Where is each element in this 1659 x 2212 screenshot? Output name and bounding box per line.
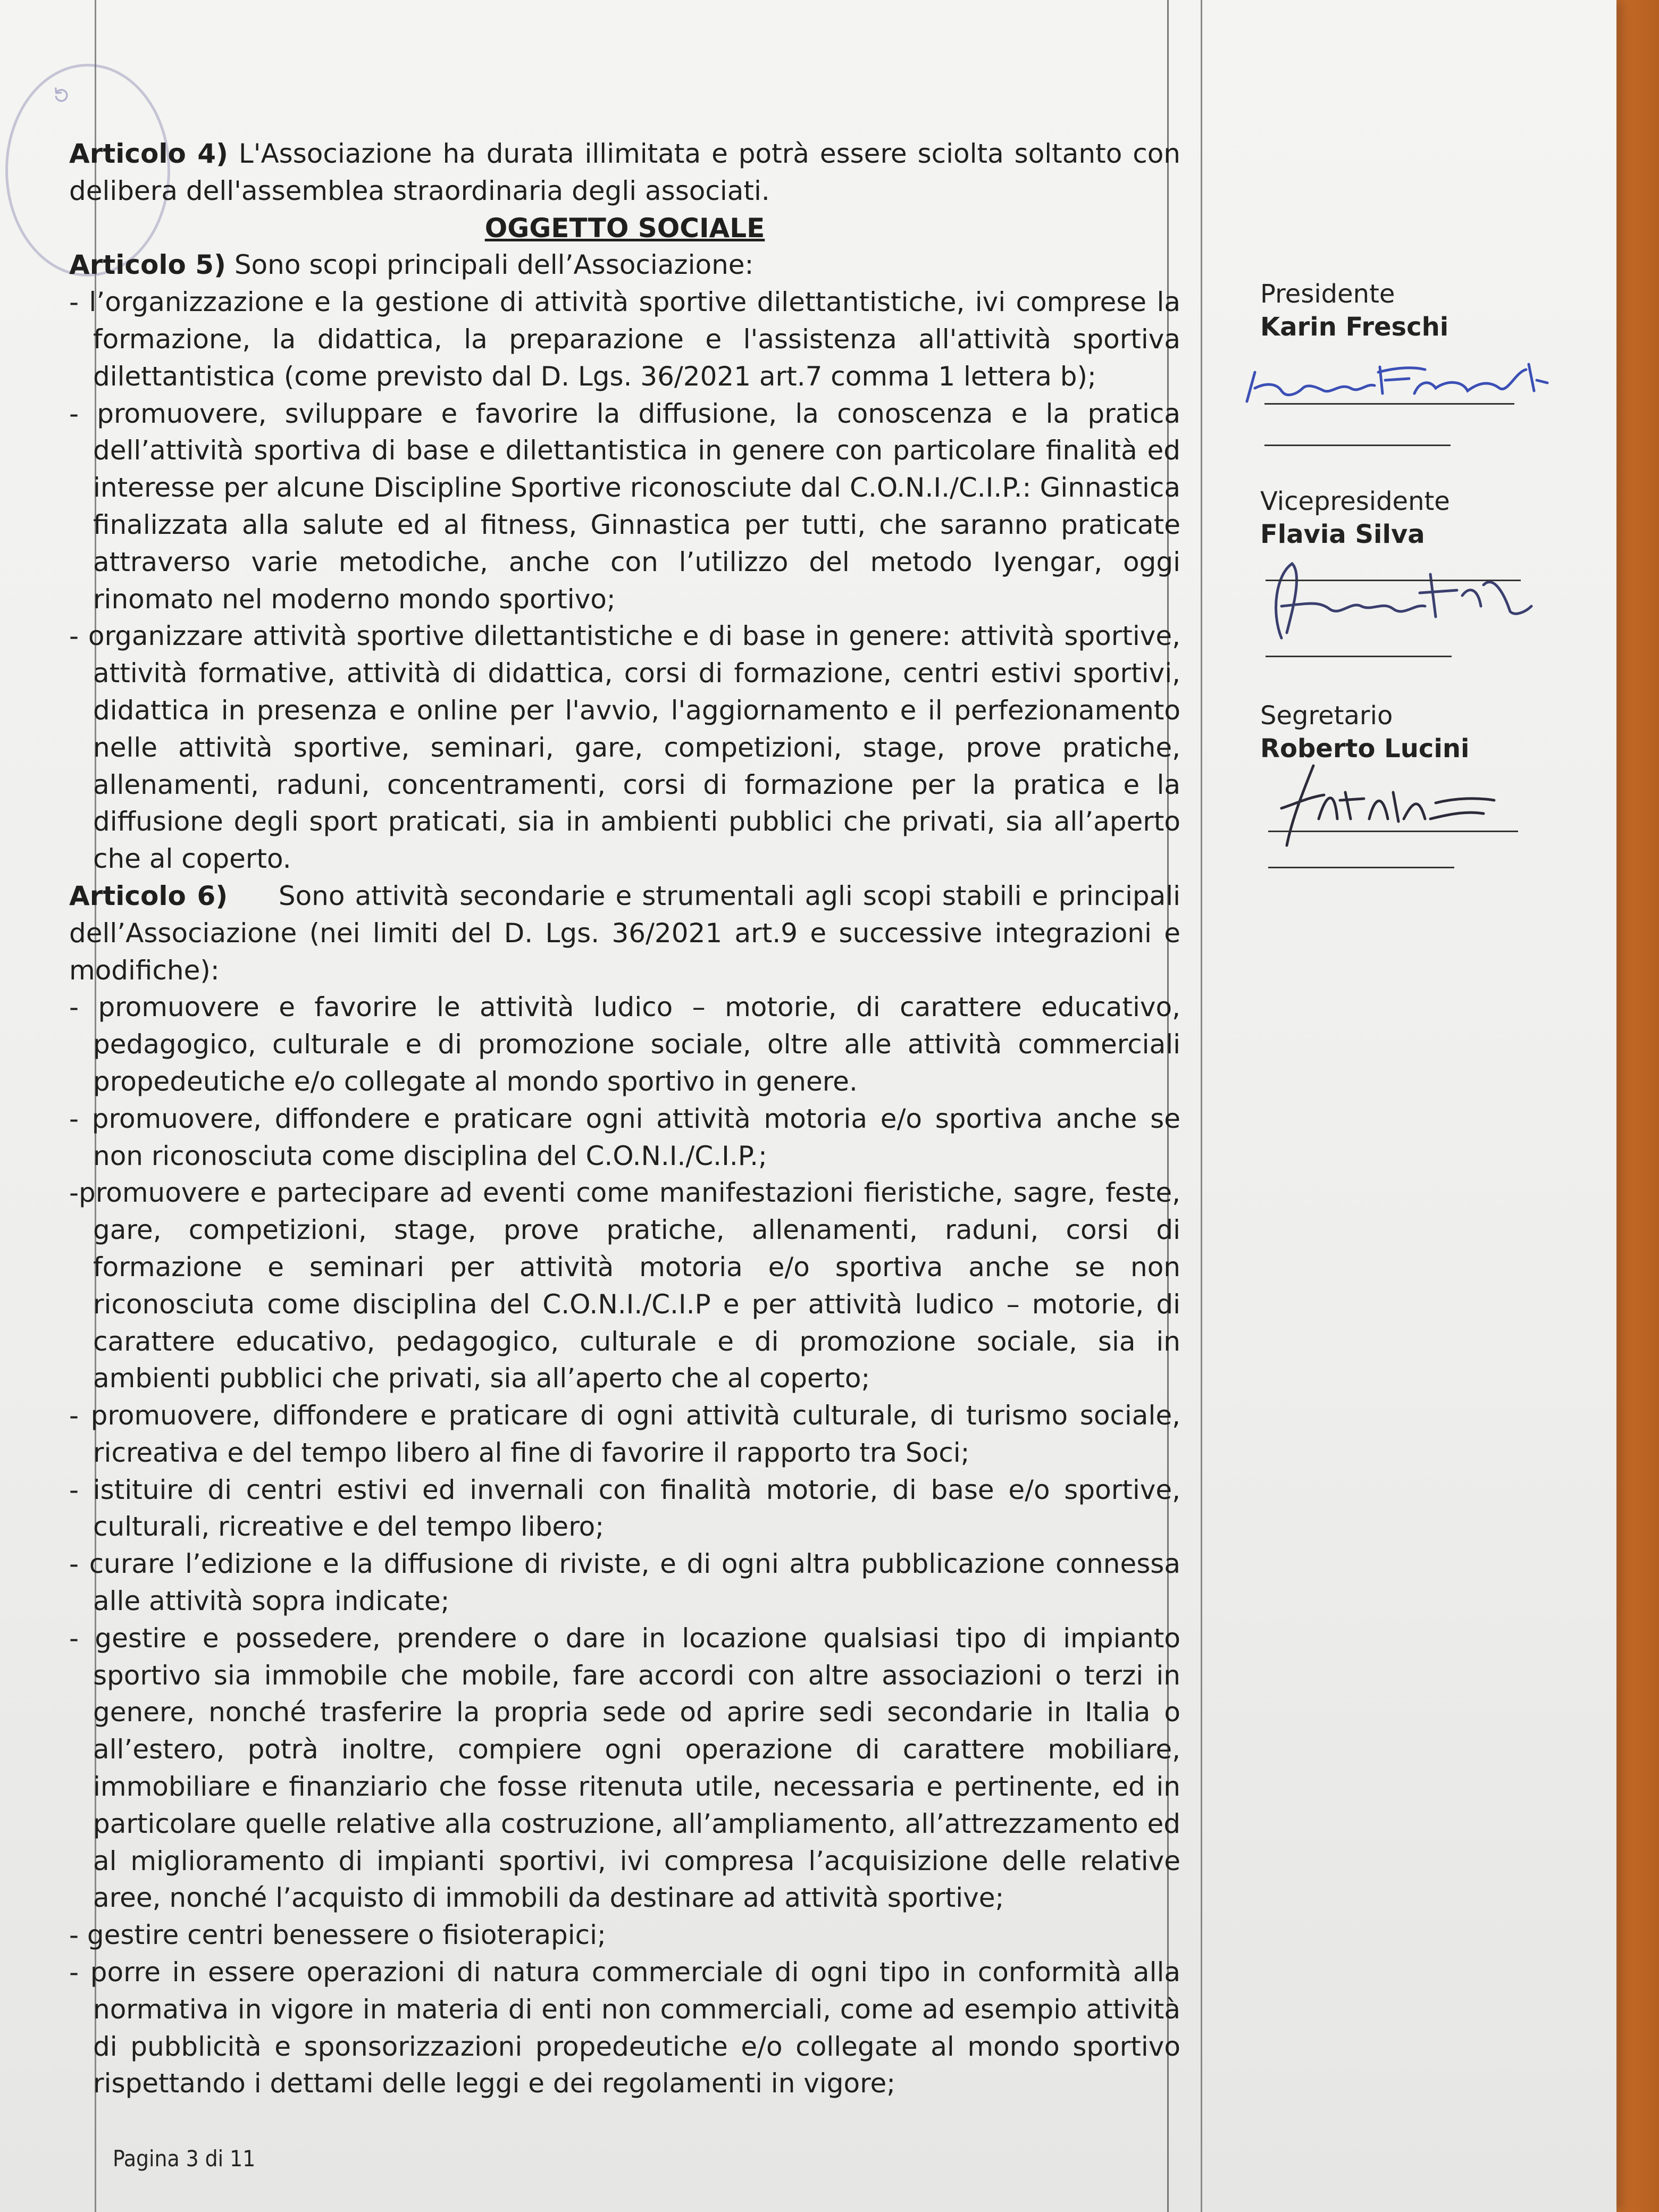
signature-secretary [1266, 760, 1531, 851]
signatory-secretary [1260, 701, 1469, 764]
list-item: - promuovere e favorire le attività ludico – motorie, di carattere educativo, pedagogico, culturale e di promozione sociale, oltre alle attività commerciali propedeutiche e/o collegate al mondo sportivo in genere. [69, 992, 1180, 1097]
signature-line [1268, 831, 1518, 832]
signatory-name: Roberto Lucini [1260, 734, 1470, 764]
list-item: - istituire di centri estivi ed invernali con finalità motorie, di base e/o sportive, culturali, ricreative e del tempo libero; [69, 1474, 1180, 1543]
article-text: Sono scopi principali dell’Associazione: [225, 249, 754, 281]
list-item: - gestire centri benessere o fisioterapici; [69, 1920, 606, 1951]
list-item: - l’organizzazione e la gestione di attività sportive dilettantistiche, ivi comprese la formazione, la didattica, la preparazione e l'assistenza all'attività sportiva dilettantistica (come previsto dal D. Lgs. 36/2021 art.7 comma 1 lettera b); [69, 287, 1180, 392]
list-item: - curare l’edizione e la diffusione di riviste, e di ogni altra pubblicazione connessa alle attività sopra indicate; [69, 1548, 1180, 1617]
list-item: - organizzare attività sportive dilettantistiche e di base in genere: attività sportive, attività formative, attività di didattica, corsi di formazione, centri estivi sportivi, didattica in presenza e online per l'avvio, l'aggiornamento e il perfezionamento nelle attività sportive, seminari, gare, competizioni, stage, prove pratiche, allenamenti, raduni, concentramenti, corsi di formazione per la pratica e la diffusione degli sport praticati, sia in ambienti pubblici che privati, sia all’aperto che al coperto. [69, 621, 1180, 875]
signatory-role: Segretario [1260, 701, 1393, 731]
signature-line [1264, 403, 1514, 405]
signatory-vice [1260, 487, 1450, 549]
signature-line [1266, 656, 1452, 657]
article-number: Articolo 5) [69, 249, 226, 281]
official-stamp: ⟲ [5, 64, 170, 276]
signature-line [1268, 867, 1454, 868]
article-number: Articolo 6) [69, 880, 228, 911]
page-footer: Pagina 3 di 11 [113, 2146, 256, 2172]
section-title: OGGETTO SOCIALE [484, 212, 765, 244]
signatory-role: Presidente [1260, 279, 1395, 309]
article-paragraph [69, 136, 1189, 210]
signatory-president [1260, 279, 1448, 342]
list-item: - promuovere, diffondere e praticare ogni attività motoria e/o sportiva anche se non riconosciuta come disciplina del C.O.N.I./C.I.P.; [69, 1103, 1180, 1171]
signature-line [1266, 580, 1521, 581]
list-item: - promuovere, diffondere e praticare di ogni attività culturale, di turismo sociale, ricreativa e del tempo libero al fine di favorire il rapporto tra Soci; [69, 1400, 1180, 1468]
signature-vice [1260, 553, 1537, 654]
signature-line [1264, 445, 1451, 446]
article-number: Articolo 4) [69, 138, 228, 169]
list-item: -promuovere e partecipare ad eventi come manifestazioni fieristiche, sagre, feste, gare, competizioni, stage, prove pratiche, allenamenti, raduni, corsi di formazione e seminari per attività motoria e/o sportiva anche se non riconosciuta come disciplina del C.O.N.I./C.I.P e per attività ludico – motorie, di carattere educativo, pedagogico, culturale e di promozione sociale, sia in ambienti pubblici che privati, sia all’aperto che al coperto; [69, 1177, 1180, 1394]
article-text: L'Associazione ha durata illimitata e potrà essere sciolta soltanto con delibera dell'assemblea straordinaria degli associati. [69, 138, 1189, 206]
signatory-name: Flavia Silva [1260, 520, 1425, 549]
article-paragraph [69, 878, 1189, 989]
signature-president [1239, 351, 1558, 425]
article-text: Sono attività secondarie e strumentali agli scopi stabili e principali dell’Associazione (nei limiti del D. Lgs. 36/2021 art.9 e successive integrazioni e modifiche): [69, 880, 1189, 986]
article-paragraph [69, 247, 1180, 284]
signatory-role: Vicepresidente [1260, 487, 1450, 516]
list-item: - porre in essere operazioni di natura commerciale di ogni tipo in conformità alla normativa in vigore in materia di enti non commerciali, come ad esempio attività di pubblicità e sponsorizzazioni propedeutiche e/o collegate al mondo sportivo rispettando i dettami delle leggi e dei regolamenti in vigore; [69, 1957, 1180, 2099]
sidebar-divider-line [1201, 0, 1202, 2212]
list-item: - gestire e possedere, prendere o dare in locazione qualsiasi tipo di impianto sportivo sia immobile che mobile, fare accordi con altre associazioni o terzi in genere, nonché trasferire la propria sede od aprire sedi secondarie in Italia o all’estero, potrà inoltre, compiere ogni operazione di carattere mobiliare, immobiliare e finanziario che fosse ritenuta utile, necessaria e pertinente, ed in particolare quelle relative alla costruzione, all’ampliamento, all’attrezzamento ed al miglioramento di impianti sportivi, ivi compresa l’acquisizione delle relative aree, nonché l’acquisto di immobili da destinare ad attività sportive; [69, 1622, 1180, 1914]
signatory-name: Karin Freschi [1260, 312, 1449, 342]
list-item: - promuovere, sviluppare e favorire la diffusione, la conoscenza e la pratica dell’attività sportiva di base e dilettantistica in genere con particolare finalità ed interesse per alcune Discipline Sportive riconosciute dal C.O.N.I./C.I.P.: Ginnastica finalizzata alla salute ed al fitness, Ginnastica per tutti, che saranno praticate attraverso varie metodiche, anche con l’utilizzo del metodo Iyengar, oggi rinomato nel moderno mondo sportivo; [69, 398, 1180, 615]
document-body [69, 136, 1189, 2102]
